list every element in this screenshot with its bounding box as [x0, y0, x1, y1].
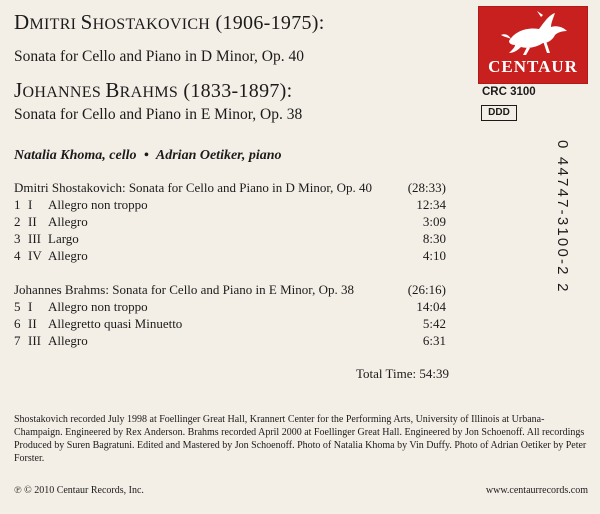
movement-title: Largo: [48, 231, 79, 246]
bullet-separator: •: [144, 148, 149, 163]
total-time: Total Time: 54:39: [356, 366, 449, 381]
composer-1-heading: [14, 10, 325, 35]
track-number: 4: [14, 248, 21, 263]
track-number: 7: [14, 333, 21, 348]
track-duration: 4:10: [422, 248, 446, 263]
centaur-logo: [478, 6, 588, 84]
track-number: 3: [14, 231, 21, 246]
movement-numeral: I: [28, 299, 33, 314]
movement-numeral: III: [28, 231, 41, 246]
track-number: 5: [14, 299, 21, 314]
list-item: [14, 299, 446, 317]
work-1-title: Sonata for Cello and Piano in D Minor, Op. 40: [14, 48, 304, 65]
work-heading-title: Dmitri Shostakovich: Sonata for Cello and Piano in D Minor, Op. 40: [14, 180, 373, 195]
composer-1-initial: D: [14, 10, 30, 34]
composer-2-surname: RAHMS: [119, 84, 179, 101]
composer-2-heading: [14, 78, 293, 103]
track-number: 6: [14, 316, 21, 331]
work-heading-title: Johannes Brahms: Sonata for Cello and Piano in E Minor, Op. 38: [14, 282, 354, 297]
track-number: 1: [14, 197, 21, 212]
work-heading: [14, 180, 446, 198]
movement-title: Allegretto quasi Minuetto: [48, 316, 183, 331]
composer-2-surname-initial: B: [105, 78, 120, 102]
list-item: [14, 231, 446, 249]
track-duration: 6:31: [422, 333, 446, 348]
centaur-logo-icon: [479, 7, 587, 57]
movement-numeral: I: [28, 197, 33, 212]
composer-2-firstname: OHANNES: [22, 84, 106, 101]
track-duration: 5:42: [422, 316, 446, 331]
list-item: [14, 214, 446, 232]
movement-title: Allegro non troppo: [48, 299, 148, 314]
movement-title: Allegro: [48, 214, 88, 229]
work-heading-duration: (26:16): [407, 282, 446, 297]
track-duration: 14:04: [416, 299, 446, 314]
list-item: [14, 333, 446, 351]
list-item: [14, 248, 446, 266]
pianist: Adrian Oetiker, piano: [155, 148, 282, 163]
movement-numeral: IV: [28, 248, 42, 263]
movement-title: Allegro: [48, 333, 88, 348]
movement-numeral: II: [28, 214, 37, 229]
track-duration: 8:30: [422, 231, 446, 246]
catalog-number: CRC 3100: [482, 86, 536, 98]
brand-name: CENTAUR: [488, 57, 578, 76]
list-item: [14, 197, 446, 215]
recording-format-badge: DDD: [481, 105, 517, 121]
performers-line: [14, 148, 282, 164]
movement-numeral: III: [28, 333, 41, 348]
barcode-number: 0 44747-3100-2 2: [554, 140, 571, 294]
movement-numeral: II: [28, 316, 37, 331]
work-heading-duration: (28:33): [407, 180, 446, 195]
recording-credits: Shostakovich recorded July 1998 at Foellinger Great Hall, Krannert Center for the Performing Arts, University of Illinois at Urbana-Champaign. Engineered by Rex Anderson. Brahms recorded April 2000 at Foellinger Great Hall. Engineered by Jon Schoenoff. All recordings Produced by Suren Bagratuni. Edited and Mastered by Jon Schoenoff. Photo of Natalia Khoma by Vin Duffy. Photo of Adrian Oetiker by Peter Forster.: [14, 414, 587, 464]
composer-2-dates: (1833-1897):: [178, 80, 293, 102]
movement-title: Allegro non troppo: [48, 197, 148, 212]
track-duration: 12:34: [416, 197, 446, 212]
track-duration: 3:09: [422, 214, 446, 229]
movement-title: Allegro: [48, 248, 88, 263]
website: www.centaurrecords.com: [485, 485, 588, 496]
composer-1-surname: HOSTAKOVICH: [92, 16, 211, 33]
list-item: [14, 316, 446, 334]
composer-2-initial: J: [14, 78, 23, 102]
copyright: ℗ © 2010 Centaur Records, Inc.: [14, 485, 144, 496]
track-number: 2: [14, 214, 21, 229]
work-heading: [14, 282, 446, 300]
composer-1-firstname: MITRI: [29, 16, 81, 33]
composer-1-dates: (1906-1975):: [210, 12, 325, 34]
composer-1-surname-initial: S: [80, 10, 93, 34]
cellist: Natalia Khoma, cello: [14, 148, 137, 163]
work-2-title: Sonata for Cello and Piano in E Minor, Op. 38: [14, 106, 303, 123]
